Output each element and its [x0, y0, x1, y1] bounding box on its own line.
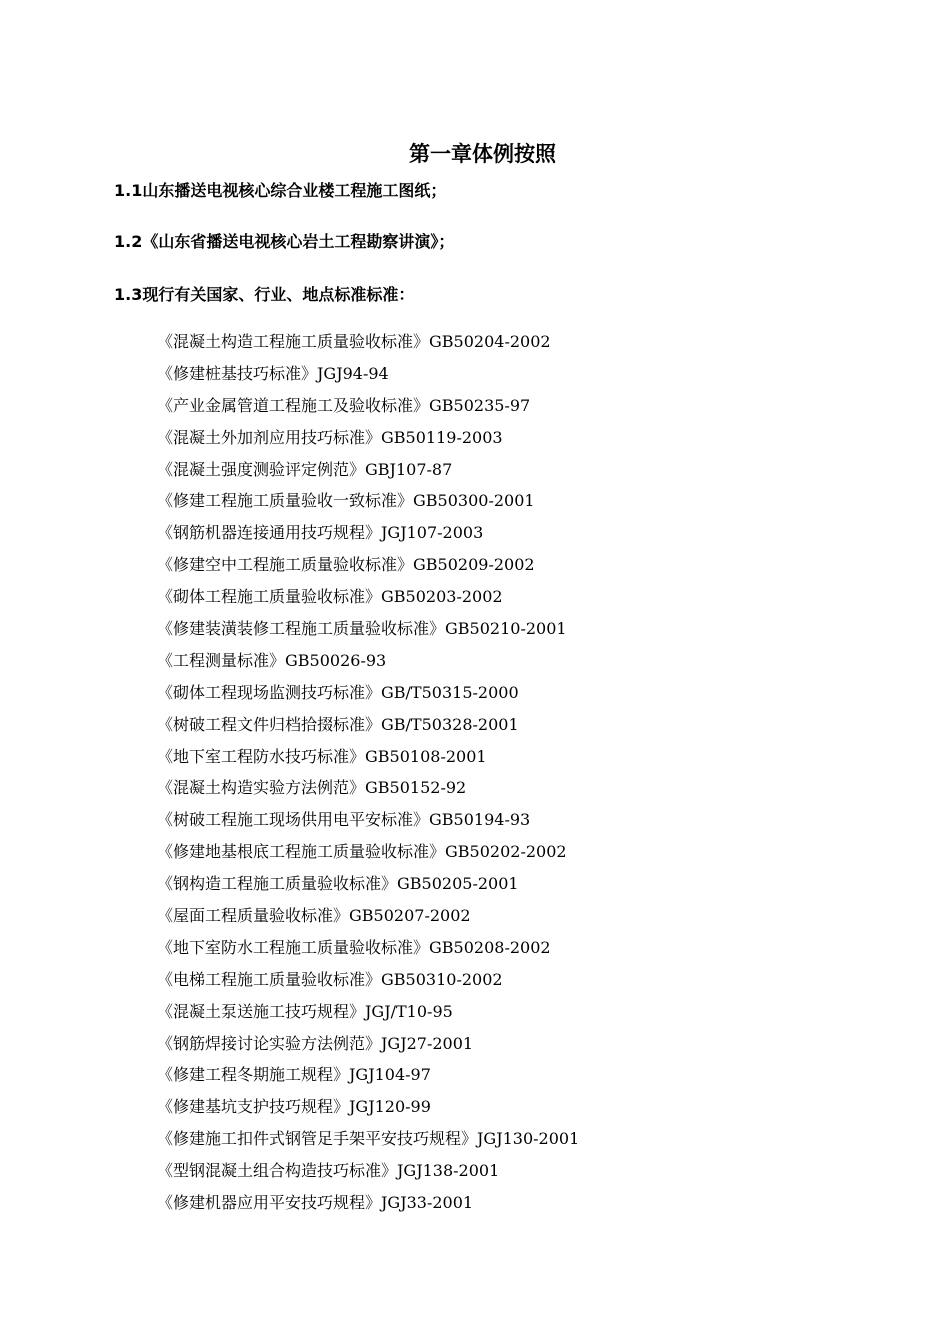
- standard-item: 《树破工程文件归档拾掇标准》GB/T50328-2001: [157, 714, 519, 734]
- standard-item: 《钢筋机器连接通用技巧规程》JGJ107-2003: [157, 523, 484, 543]
- standard-item: 《电梯工程施工质量验收标准》GB50310-2002: [157, 969, 503, 989]
- standard-item: 《混凝土构造实验方法例范》GB50152-92: [157, 778, 467, 798]
- chapter-title: 第一章体例按照: [409, 141, 556, 166]
- standard-item: 《钢筋焊接讨论实验方法例范》JGJ27-2001: [157, 1033, 474, 1053]
- standard-item: 《树破工程施工现场供用电平安标准》GB50194-93: [157, 810, 531, 830]
- standard-item: 《修建机器应用平安技巧规程》JGJ33-2001: [157, 1193, 474, 1213]
- standard-item: 《修建空中工程施工质量验收标准》GB50209-2002: [157, 555, 535, 575]
- standards-list: [157, 331, 579, 1224]
- standard-item: 《型钢混凝土组合构造技巧标准》JGJ138-2001: [157, 1161, 500, 1181]
- standard-item: 《钢构造工程施工质量验收标准》GB50205-2001: [157, 874, 519, 894]
- standard-item: 《地下室防水工程施工质量验收标准》GB50208-2002: [157, 937, 551, 957]
- standard-item: 《混凝土构造工程施工质量验收标准》GB50204-2002: [157, 332, 551, 351]
- standard-item: 《修建工程冬期施工规程》JGJ104-97: [157, 1065, 431, 1085]
- standard-item: 《混凝土外加剂应用技巧标准》GB50119-2003: [157, 427, 503, 447]
- standard-item: 《修建基坑支护技巧规程》JGJ120-99: [157, 1097, 431, 1117]
- standard-item: 《修建装潢装修工程施工质量验收标准》GB50210-2001: [157, 619, 567, 639]
- standard-item: 《混凝土强度测验评定例范》GBJ107-87: [157, 459, 453, 479]
- standard-item: 《地下室工程防水技巧标准》GB50108-2001: [157, 746, 487, 766]
- section-1-3: 1.3现行有关国家、行业、地点标准标准：: [114, 285, 415, 304]
- section-1-2: 1.2《山东省播送电视核心岩土工程勘察讲演》；: [114, 232, 455, 251]
- section-1-1: 1.1山东播送电视核心综合业楼工程施工图纸；: [114, 181, 447, 200]
- standard-item: 《修建地基根底工程施工质量验收标准》GB50202-2002: [157, 842, 567, 862]
- standard-item: 《屋面工程质量验收标准》GB50207-2002: [157, 906, 471, 926]
- standard-item: 《修建施工扣件式钢管足手架平安技巧规程》JGJ130-2001: [157, 1129, 580, 1149]
- standard-item: 《砌体工程现场监测技巧标准》GB/T50315-2000: [157, 682, 519, 702]
- standard-item: 《修建工程施工质量验收一致标准》GB50300-2001: [157, 491, 535, 511]
- standard-item: 《砌体工程施工质量验收标准》GB50203-2002: [157, 587, 503, 607]
- standard-item: 《产业金属管道工程施工及验收标准》GB50235-97: [157, 395, 531, 415]
- standard-item: 《修建桩基技巧标准》JGJ94-94: [157, 363, 389, 383]
- standard-item: 《混凝土泵送施工技巧规程》JGJ/T10-95: [157, 1001, 453, 1021]
- standard-item: 《工程测量标准》GB50026-93: [157, 650, 387, 670]
